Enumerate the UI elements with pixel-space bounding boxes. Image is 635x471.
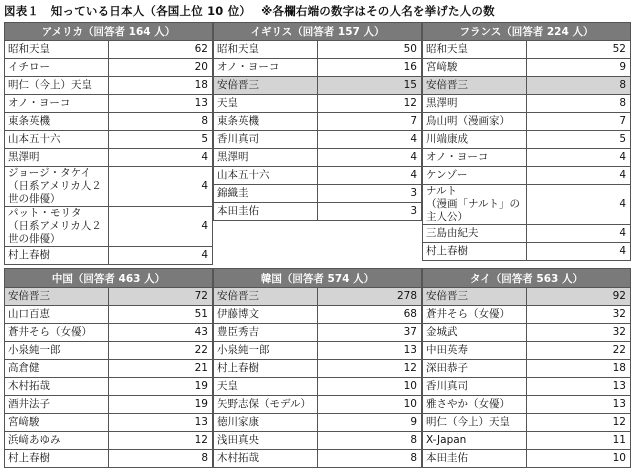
person-name-line: 蒼井そら（女優） xyxy=(8,326,92,338)
mention-count: 62 xyxy=(109,41,213,59)
person-name xyxy=(423,77,527,95)
mention-count: 5 xyxy=(527,131,631,149)
person-name-line: X-Japan xyxy=(426,434,467,446)
person-name xyxy=(423,306,527,324)
mention-count: 32 xyxy=(527,324,631,342)
person-name-line: 高倉健 xyxy=(8,362,40,374)
person-name-line: 木村拓哉 xyxy=(217,452,259,464)
table-header: アメリカ（回答者 164 人） xyxy=(5,23,213,41)
person-name xyxy=(5,450,109,468)
table-row xyxy=(423,59,631,77)
person-name xyxy=(214,95,318,113)
person-name xyxy=(423,225,527,243)
table-row xyxy=(214,131,422,149)
person-name-line: 本田圭佑 xyxy=(217,205,259,217)
table-row xyxy=(5,342,213,360)
mention-count: 20 xyxy=(109,59,213,77)
mention-count: 3 xyxy=(318,185,422,203)
person-name xyxy=(5,95,109,113)
mention-count: 21 xyxy=(109,360,213,378)
person-name-line: 山本五十六 xyxy=(217,169,270,181)
mention-count: 10 xyxy=(318,396,422,414)
mention-count: 10 xyxy=(318,378,422,396)
table-row xyxy=(423,360,631,378)
table-row xyxy=(423,167,631,185)
person-name xyxy=(423,360,527,378)
table-row xyxy=(5,95,213,113)
person-name-line: 鳥山明（漫画家） xyxy=(426,115,510,127)
table-row xyxy=(5,306,213,324)
mention-count: 19 xyxy=(109,378,213,396)
mention-count: 50 xyxy=(318,41,422,59)
mention-count: 8 xyxy=(527,77,631,95)
table-row xyxy=(214,185,422,203)
person-name-line: 明仁（今上）天皇 xyxy=(426,416,510,428)
person-name xyxy=(214,378,318,396)
mention-count: 8 xyxy=(527,95,631,113)
ranking-table xyxy=(422,22,631,261)
person-name xyxy=(5,77,109,95)
mention-count: 4 xyxy=(318,131,422,149)
person-name-line: 雅さやか（女優） xyxy=(426,398,510,410)
person-name xyxy=(214,203,318,221)
panel-thailand xyxy=(422,268,631,468)
person-name xyxy=(214,306,318,324)
ranking-table xyxy=(4,22,213,265)
person-name xyxy=(5,41,109,59)
person-name-line: ケンゾー xyxy=(426,169,468,181)
person-name-line: 黒澤明 xyxy=(217,151,249,163)
mention-count: 13 xyxy=(527,396,631,414)
table-row xyxy=(214,203,422,221)
table-row xyxy=(423,432,631,450)
table-row xyxy=(214,324,422,342)
person-name-line: 伊藤博文 xyxy=(217,308,259,320)
mention-count: 22 xyxy=(109,342,213,360)
mention-count: 68 xyxy=(318,306,422,324)
mention-count: 5 xyxy=(109,131,213,149)
table-row xyxy=(214,95,422,113)
mention-count: 12 xyxy=(318,95,422,113)
mention-count: 52 xyxy=(527,41,631,59)
person-name-line: 浅田真央 xyxy=(217,434,259,446)
mention-count: 8 xyxy=(318,432,422,450)
person-name-line: 矢野志保（モデル） xyxy=(217,398,311,410)
mention-count: 7 xyxy=(318,113,422,131)
person-name-line: 明仁（今上）天皇 xyxy=(8,79,92,91)
table-row xyxy=(423,113,631,131)
person-name-line: 宮﨑駿 xyxy=(8,416,40,428)
person-name-line: オノ・ヨーコ xyxy=(217,61,280,73)
person-name xyxy=(5,113,109,131)
person-name-line: 安倍晋三 xyxy=(8,290,50,302)
table-row xyxy=(5,149,213,167)
person-name xyxy=(423,396,527,414)
mention-count: 37 xyxy=(318,324,422,342)
mention-count: 12 xyxy=(527,414,631,432)
table-row xyxy=(423,414,631,432)
person-name-line: 宮﨑駿 xyxy=(426,61,458,73)
mention-count: 22 xyxy=(527,342,631,360)
mention-count: 4 xyxy=(109,167,213,207)
table-row xyxy=(214,113,422,131)
person-name xyxy=(214,77,318,95)
table-header: 中国（回答者 463 人） xyxy=(5,269,213,288)
table-header: 韓国（回答者 574 人） xyxy=(214,269,422,288)
table-row xyxy=(5,131,213,149)
mention-count: 4 xyxy=(527,243,631,261)
person-name-line: 山本五十六 xyxy=(8,133,61,145)
table-header: イギリス（回答者 157 人） xyxy=(214,23,422,41)
table-row xyxy=(214,342,422,360)
table-row xyxy=(214,432,422,450)
person-name-line: 黒澤明 xyxy=(8,151,40,163)
person-name-line: 村上春樹 xyxy=(426,245,468,257)
person-name-line: 浜﨑あゆみ xyxy=(8,434,61,446)
mention-count: 4 xyxy=(527,149,631,167)
table-row xyxy=(214,41,422,59)
table-row xyxy=(5,432,213,450)
table-row xyxy=(5,77,213,95)
person-name xyxy=(5,167,109,207)
person-name xyxy=(214,59,318,77)
person-name xyxy=(5,342,109,360)
person-name xyxy=(214,167,318,185)
top-section xyxy=(4,22,631,265)
mention-count: 13 xyxy=(109,95,213,113)
person-name xyxy=(423,432,527,450)
person-name-line: 安倍晋三 xyxy=(426,290,468,302)
table-row xyxy=(5,414,213,432)
table-row xyxy=(5,167,213,207)
person-name xyxy=(423,342,527,360)
table-row xyxy=(5,450,213,468)
table-row xyxy=(423,243,631,261)
mention-count: 4 xyxy=(527,225,631,243)
person-name-line: 昭和天皇 xyxy=(217,43,259,55)
person-name-line: 安倍晋三 xyxy=(217,290,259,302)
person-name xyxy=(214,432,318,450)
person-name xyxy=(423,414,527,432)
mention-count: 15 xyxy=(318,77,422,95)
table-row xyxy=(423,306,631,324)
mention-count: 4 xyxy=(527,167,631,185)
person-name xyxy=(214,414,318,432)
person-name-line: ナルト xyxy=(426,185,457,197)
panel-china xyxy=(4,268,213,468)
person-name xyxy=(423,378,527,396)
figure-note: ※各欄右端の数字はその人名を挙げた人の数 xyxy=(261,4,495,18)
person-name-line: 木村拓哉 xyxy=(8,380,50,392)
table-row xyxy=(5,41,213,59)
panel-korea xyxy=(213,268,422,468)
person-name xyxy=(423,243,527,261)
table-row xyxy=(423,77,631,95)
person-name-line: ジョージ・タケイ xyxy=(8,167,91,179)
figure-title-text: 図表１ 知っている日本人（各国上位 10 位） xyxy=(4,4,252,18)
table-row xyxy=(214,414,422,432)
mention-count: 8 xyxy=(109,113,213,131)
person-name xyxy=(423,113,527,131)
mention-count: 18 xyxy=(527,360,631,378)
mention-count: 13 xyxy=(318,342,422,360)
table-row xyxy=(214,59,422,77)
table-row xyxy=(5,113,213,131)
mention-count: 4 xyxy=(109,149,213,167)
person-name xyxy=(423,131,527,149)
mention-count: 92 xyxy=(527,288,631,306)
table-row xyxy=(5,207,213,247)
mention-count: 8 xyxy=(318,450,422,468)
person-name xyxy=(423,95,527,113)
table-row xyxy=(423,450,631,468)
table-row xyxy=(214,288,422,306)
person-name xyxy=(214,131,318,149)
person-name xyxy=(214,185,318,203)
table-row xyxy=(214,396,422,414)
mention-count: 10 xyxy=(527,450,631,468)
ranking-table xyxy=(4,268,213,468)
table-row xyxy=(214,450,422,468)
person-name xyxy=(423,185,527,225)
person-name xyxy=(214,324,318,342)
mention-count: 18 xyxy=(109,77,213,95)
person-name xyxy=(5,149,109,167)
panel-france xyxy=(422,22,631,265)
table-row xyxy=(423,41,631,59)
person-name xyxy=(5,414,109,432)
person-name xyxy=(5,306,109,324)
person-name-line: 安倍晋三 xyxy=(426,79,468,91)
table-row xyxy=(214,167,422,185)
table-row xyxy=(5,360,213,378)
person-name-line: 徳川家康 xyxy=(217,416,259,428)
person-name xyxy=(214,41,318,59)
mention-count: 51 xyxy=(109,306,213,324)
person-name-line: 香川真司 xyxy=(426,380,468,392)
person-name-line: 昭和天皇 xyxy=(426,43,468,55)
mention-count: 13 xyxy=(527,378,631,396)
table-row xyxy=(423,225,631,243)
person-name-line: 川端康成 xyxy=(426,133,468,145)
person-name-line: 村上春樹 xyxy=(217,362,259,374)
person-name-line: 酒井法子 xyxy=(8,398,50,410)
person-name-line: 村上春樹 xyxy=(8,249,50,261)
table-row xyxy=(5,288,213,306)
person-name xyxy=(214,288,318,306)
mention-count: 32 xyxy=(527,306,631,324)
person-name xyxy=(214,396,318,414)
person-name-line: 山口百恵 xyxy=(8,308,50,320)
table-row xyxy=(214,149,422,167)
table-row xyxy=(5,324,213,342)
person-name-line: 中田英寿 xyxy=(426,344,468,356)
person-name xyxy=(423,324,527,342)
person-name-line: 香川真司 xyxy=(217,133,259,145)
person-name-line: オノ・ヨーコ xyxy=(426,151,489,163)
person-name-line: 黒澤明 xyxy=(426,97,458,109)
mention-count: 278 xyxy=(318,288,422,306)
person-name xyxy=(423,288,527,306)
table-row xyxy=(423,185,631,225)
person-name-line: オノ・ヨーコ xyxy=(8,97,71,109)
person-name xyxy=(214,360,318,378)
ranking-table xyxy=(213,22,422,221)
person-name-line: 三島由紀夫 xyxy=(426,227,479,239)
person-name xyxy=(5,288,109,306)
person-name xyxy=(5,324,109,342)
person-name xyxy=(214,342,318,360)
person-name-line: 天皇 xyxy=(217,97,238,109)
table-row xyxy=(423,378,631,396)
mention-count: 19 xyxy=(109,396,213,414)
mention-count: 4 xyxy=(318,167,422,185)
table-row xyxy=(423,149,631,167)
mention-count: 72 xyxy=(109,288,213,306)
table-row xyxy=(5,396,213,414)
person-name xyxy=(423,450,527,468)
person-name xyxy=(5,207,109,247)
person-name-line: 東条英機 xyxy=(8,115,50,127)
table-row xyxy=(423,396,631,414)
ranking-table xyxy=(422,268,631,468)
table-row xyxy=(5,378,213,396)
table-row xyxy=(5,247,213,265)
table-row xyxy=(5,59,213,77)
mention-count: 43 xyxy=(109,324,213,342)
table-row xyxy=(423,342,631,360)
table-row xyxy=(214,77,422,95)
person-name xyxy=(214,113,318,131)
mention-count: 3 xyxy=(318,203,422,221)
person-name xyxy=(423,167,527,185)
mention-count: 7 xyxy=(527,113,631,131)
ranking-table xyxy=(213,268,422,468)
person-name-line: （漫画「ナルト」の主人公） xyxy=(426,198,520,223)
person-name-line: 村上春樹 xyxy=(8,452,50,464)
person-name-line: 安倍晋三 xyxy=(217,79,259,91)
table-header: タイ（回答者 563 人） xyxy=(423,269,631,288)
mention-count: 4 xyxy=(109,247,213,265)
mention-count: 12 xyxy=(109,432,213,450)
mention-count: 16 xyxy=(318,59,422,77)
person-name-line: 小泉純一郎 xyxy=(8,344,61,356)
person-name-line: 小泉純一郎 xyxy=(217,344,270,356)
person-name xyxy=(423,41,527,59)
table-row xyxy=(423,288,631,306)
table-row xyxy=(423,95,631,113)
table-row xyxy=(214,378,422,396)
mention-count: 12 xyxy=(318,360,422,378)
person-name-line: 本田圭佑 xyxy=(426,452,468,464)
person-name-line: 東条英機 xyxy=(217,115,259,127)
person-name-line: 蒼井そら（女優） xyxy=(426,308,510,320)
person-name xyxy=(423,149,527,167)
figure-title xyxy=(4,3,495,19)
person-name xyxy=(214,149,318,167)
mention-count: 4 xyxy=(318,149,422,167)
mention-count: 11 xyxy=(527,432,631,450)
table-header: フランス（回答者 224 人） xyxy=(423,23,631,41)
panel-uk xyxy=(213,22,422,265)
person-name-line: パット・モリタ xyxy=(8,207,82,219)
mention-count: 13 xyxy=(109,414,213,432)
person-name xyxy=(5,378,109,396)
person-name xyxy=(5,396,109,414)
person-name xyxy=(5,360,109,378)
person-name-line: 金城武 xyxy=(426,326,458,338)
table-row xyxy=(214,360,422,378)
table-row xyxy=(423,324,631,342)
mention-count: 8 xyxy=(109,450,213,468)
bottom-section xyxy=(4,268,631,468)
table-row xyxy=(214,306,422,324)
mention-count: 4 xyxy=(109,207,213,247)
person-name-line: 天皇 xyxy=(217,380,238,392)
person-name-line: 豊臣秀吉 xyxy=(217,326,259,338)
person-name xyxy=(5,59,109,77)
person-name xyxy=(5,131,109,149)
person-name-line: 昭和天皇 xyxy=(8,43,50,55)
mention-count: 9 xyxy=(527,59,631,77)
person-name-line: イチロー xyxy=(8,61,50,73)
person-name-line: 錦織圭 xyxy=(217,187,249,199)
person-name xyxy=(214,450,318,468)
person-name-line: （日系アメリカ人２世の俳優） xyxy=(8,220,102,245)
person-name xyxy=(5,247,109,265)
mention-count: 4 xyxy=(527,185,631,225)
panel-usa xyxy=(4,22,213,265)
person-name-line: （日系アメリカ人２世の俳優） xyxy=(8,180,102,205)
person-name xyxy=(5,432,109,450)
mention-count: 9 xyxy=(318,414,422,432)
person-name-line: 深田恭子 xyxy=(426,362,468,374)
table-row xyxy=(423,131,631,149)
person-name xyxy=(423,59,527,77)
